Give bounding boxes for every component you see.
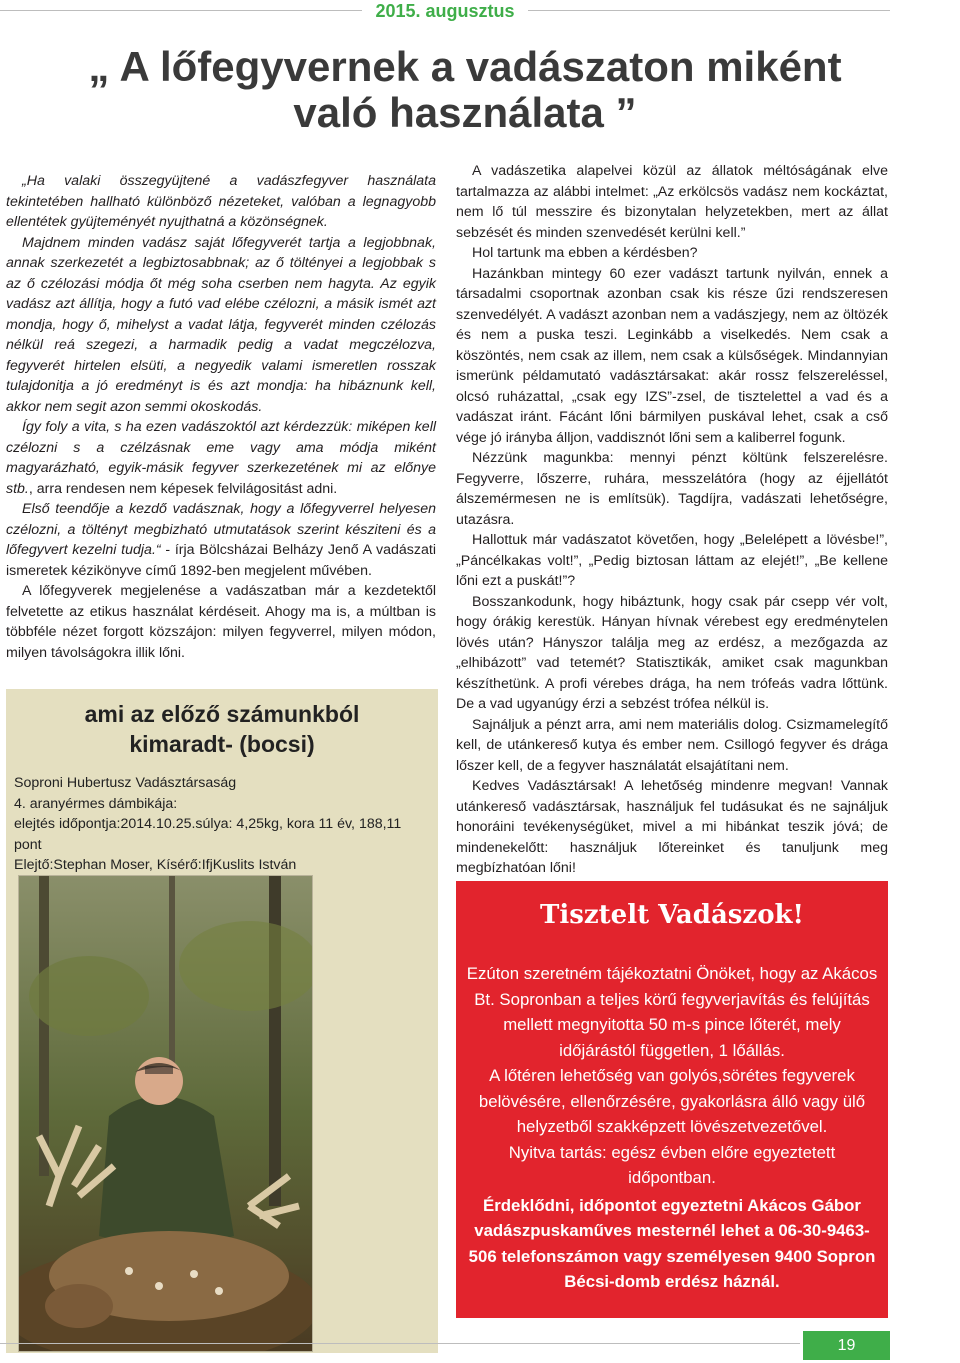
ad-contact: Érdeklődni, időpontot egyeztetni Akácos Gábor vadászpuskaműves mesternél lehet a 06-30-9463-506 telefonszámon vagy személyesen 9400 Sopron Bécsi-domb erdész háznál.: [468, 1195, 876, 1291]
header-rule-left: [0, 10, 362, 11]
ad-paragraph-2: A lőtéren lehetőség van golyós,sörétes fegyverek belövésére, ellenőrzésére, gyakorlásra álló vagy ülő helyzetből szakképzett lövészetvezetővel.: [478, 1066, 866, 1136]
box-heading-line-2: kimaradt- (bocsi): [129, 731, 315, 757]
hunter-photo-image: [19, 876, 312, 1351]
ad-body: [466, 961, 878, 1295]
right-paragraph-3: Hazánkban mintegy 60 ezer vadászt tartunk nyilván, ennek a társadalmi csoportnak azonban csak kis része űzi rendszeresen szenvedélyét. A vadászt azonban nem a vadászjegy, nem az öltözék és nem a puska teszi. Leginkább a viselkedés. Nem csak a köszöntés, nem csak az illem, nem csak a külsőségek. Mindannyian ismerünk példamutató vadásztársakat: akár rossz felszereléssel, olcsó ruházattal, „csak egy IZS”-zsel, de tisztelettel a vad és a vadászat iránt. Fácánt lőni bármilyen puskával lehet, csak a cső vége jó irányba álljon, vaddisznót lőni sem a kaliberrel fogunk.: [456, 265, 888, 446]
box-line-hunter: Elejtő:Stephan Moser, Kísérő:IfjKuslits István: [14, 857, 297, 873]
title-line-1: „ A lőfegyvernek a vadászaton miként: [88, 43, 842, 90]
box-heading: [6, 699, 438, 759]
box-heading-line-1: ami az előző számunkból: [84, 701, 360, 727]
ad-title: Tisztelt Vadászok!: [540, 900, 804, 930]
left-paragraph-3: [6, 417, 436, 499]
left-paragraph-4: [6, 499, 436, 581]
header-rule-right: [528, 10, 890, 11]
right-paragraph-7: Sajnáljuk a pénzt arra, ami nem materiális dolog. Csizmamelegítő kell, de utánkereső kutya és ember nem. Csillogó fegyver és drága lőszer kell, de a fegyver használatát elsajátítani nem.: [456, 716, 888, 774]
box-line-club: Soproni Hubertusz Vadásztársaság: [14, 775, 237, 791]
leftover-box: [6, 689, 438, 1353]
article-title: [20, 44, 910, 136]
quote-part: Így foly a vita, s ha ezen vadászoktól azt kérdezzük: miképen kell czélozni s a czélzásnak eme vagy ama módja miként magyarázható, egyik-másik fegyver szerkezetének mi az előnye stb.: [6, 419, 436, 497]
ad-paragraph-1: Ezúton szeretném tájékoztatni Önöket, hogy az Akácos Bt. Sopronban a teljes körű fegyverjavítás és felújítás mellett megnyitotta 50 m-s pince lőterét, mely időjárástól független, 1 lőállás.: [466, 964, 878, 1060]
box-line-trophy: 4. aranyérmes dámbikája:: [14, 795, 178, 812]
right-paragraph-6: Bosszankodunk, hogy hibáztunk, hogy csak pár csepp vér volt, hogy órákig kerestük. Hányan hívnak vérebest egy eredménytelen lövés után? Hányszor találja meg az erdész, a mezőgazda az „elhibázott” vad tetemét? Statisztikák, amiket csak magunkban készíthetünk. A profi vérebes drága, ha nem trófeás vadra lőttünk. De a vad ugyanúgy érzi a sebzést trófea nélkül is.: [456, 593, 888, 712]
right-paragraph-8: Kedves Vadásztársak! A lehetőség mindenre megvan! Vannak utánkereső vadásztársak, használjuk fel tudásukat és ne sajnáljuk honoráini tevékenységüket, mivel a mi hibánkat teszik jóvá; de mindenekelőtt: használjuk lőtereinket és tanuljunk meg megbízhatóan lőni!: [456, 778, 888, 876]
quote-part: Első teendője a kezdő vadásznak, hogy a lőfegyverrel helyesen czélozni, a töltényt megbizható utmutatások szerint késziteni és a lőfegyvert kezelni tudja.“: [6, 501, 436, 558]
plain-part: - írja Bölcsházai Belházy Jenő A vadászati ismeretek kézikönyve című 1892-ben megjelent művében.: [6, 542, 436, 579]
right-paragraph-4: Nézzünk magunkba: mennyi pénzt költünk felszerelésre. Fegyverre, lőszerre, ruhára, messzelátóra (hogy az éjjellátót álszemérmesen ne is említsük). Tagdíjra, vadászati lehetőségre, utazásra.: [456, 450, 888, 528]
right-paragraph-5: Hallottuk már vadászatot követően, hogy „Belelépett a lövésbe!”, „Páncélkakas volt!”, „Pedig biztosan láttam az elejét!”, „Be kellene lőni ezt a puskát!”?: [456, 532, 888, 589]
right-paragraph-2: Hol tartunk ma ebben a kérdésben?: [472, 245, 698, 261]
title-line-2: való használata ”: [293, 89, 637, 136]
plain-part: , arra rendesen nem képesek felvilágositást adni.: [28, 480, 338, 497]
page-number: 19: [803, 1331, 890, 1360]
left-paragraph-2: Majdnem minden vadász saját lőfegyverét tartja a legjobbnak, annak szerkezetét a legbiztosabbnak; az ő töltényei a legjobbak s az ő czélozási módja őt még soha cserben nem hagyta. Az egyik vadász azt állítja, hogy a futó vad elébe czélozni, a másik ismét azt mondja, hogy ő, mihelyst a vadat látja, fegyverét minden czélozás nélkül reá szegezi, a harmadik pedig a vadat megczélozva, fegyverét hirtelen elsüti, a negyedik valami ismeretlen rosszak tulajdonitja a jó eredményt is és azt mondja: ha hibáznunk kell, akkor nem segit azon semmi okoskodás.: [6, 234, 436, 415]
left-column: [6, 171, 436, 663]
right-column: [456, 161, 888, 899]
box-details: [14, 773, 430, 876]
footer-rule: [0, 1343, 800, 1344]
shooting-range-ad: [456, 881, 888, 1318]
right-paragraph-1: A vadászetika alapelvei közül az állatok méltóságának elve tartalmazza az alábbi intelmet: „Az erkölcsös vadász nem kockáztat, nem lő túl messzire és bizonytalan helyzetekben, mert az állat sebzését és minden szenvedését kerülni kell.”: [456, 163, 888, 241]
box-line-stats: elejtés időpontja:2014.10.25.súlya: 4,25kg, kora 11 év, 188,11 pont: [14, 816, 402, 853]
hunter-photo: [18, 875, 313, 1352]
left-paragraph-1: „Ha valaki összegyüjtené a vadászfegyver használata tekintetében hallható különböző nézeteket, valóban a legnagyobb ellentétek gyüjteményét nyujthatná a közönségnek.: [6, 173, 436, 230]
issue-date: 2015. augusztus: [375, 1, 515, 21]
left-paragraph-5: A lőfegyverek megjelenése a vadászatban már a kezdetektől felvetette az etikus használat kérdéseit. Ahogy ma is, a múltban is többféle nézet forgott közszájon: milyen fegyverrel, milyen módon, milyen távolságokra illik lőni.: [6, 583, 436, 661]
ad-paragraph-3: Nyitva tartás: egész évben előre egyeztetett időpontban.: [508, 1142, 836, 1187]
